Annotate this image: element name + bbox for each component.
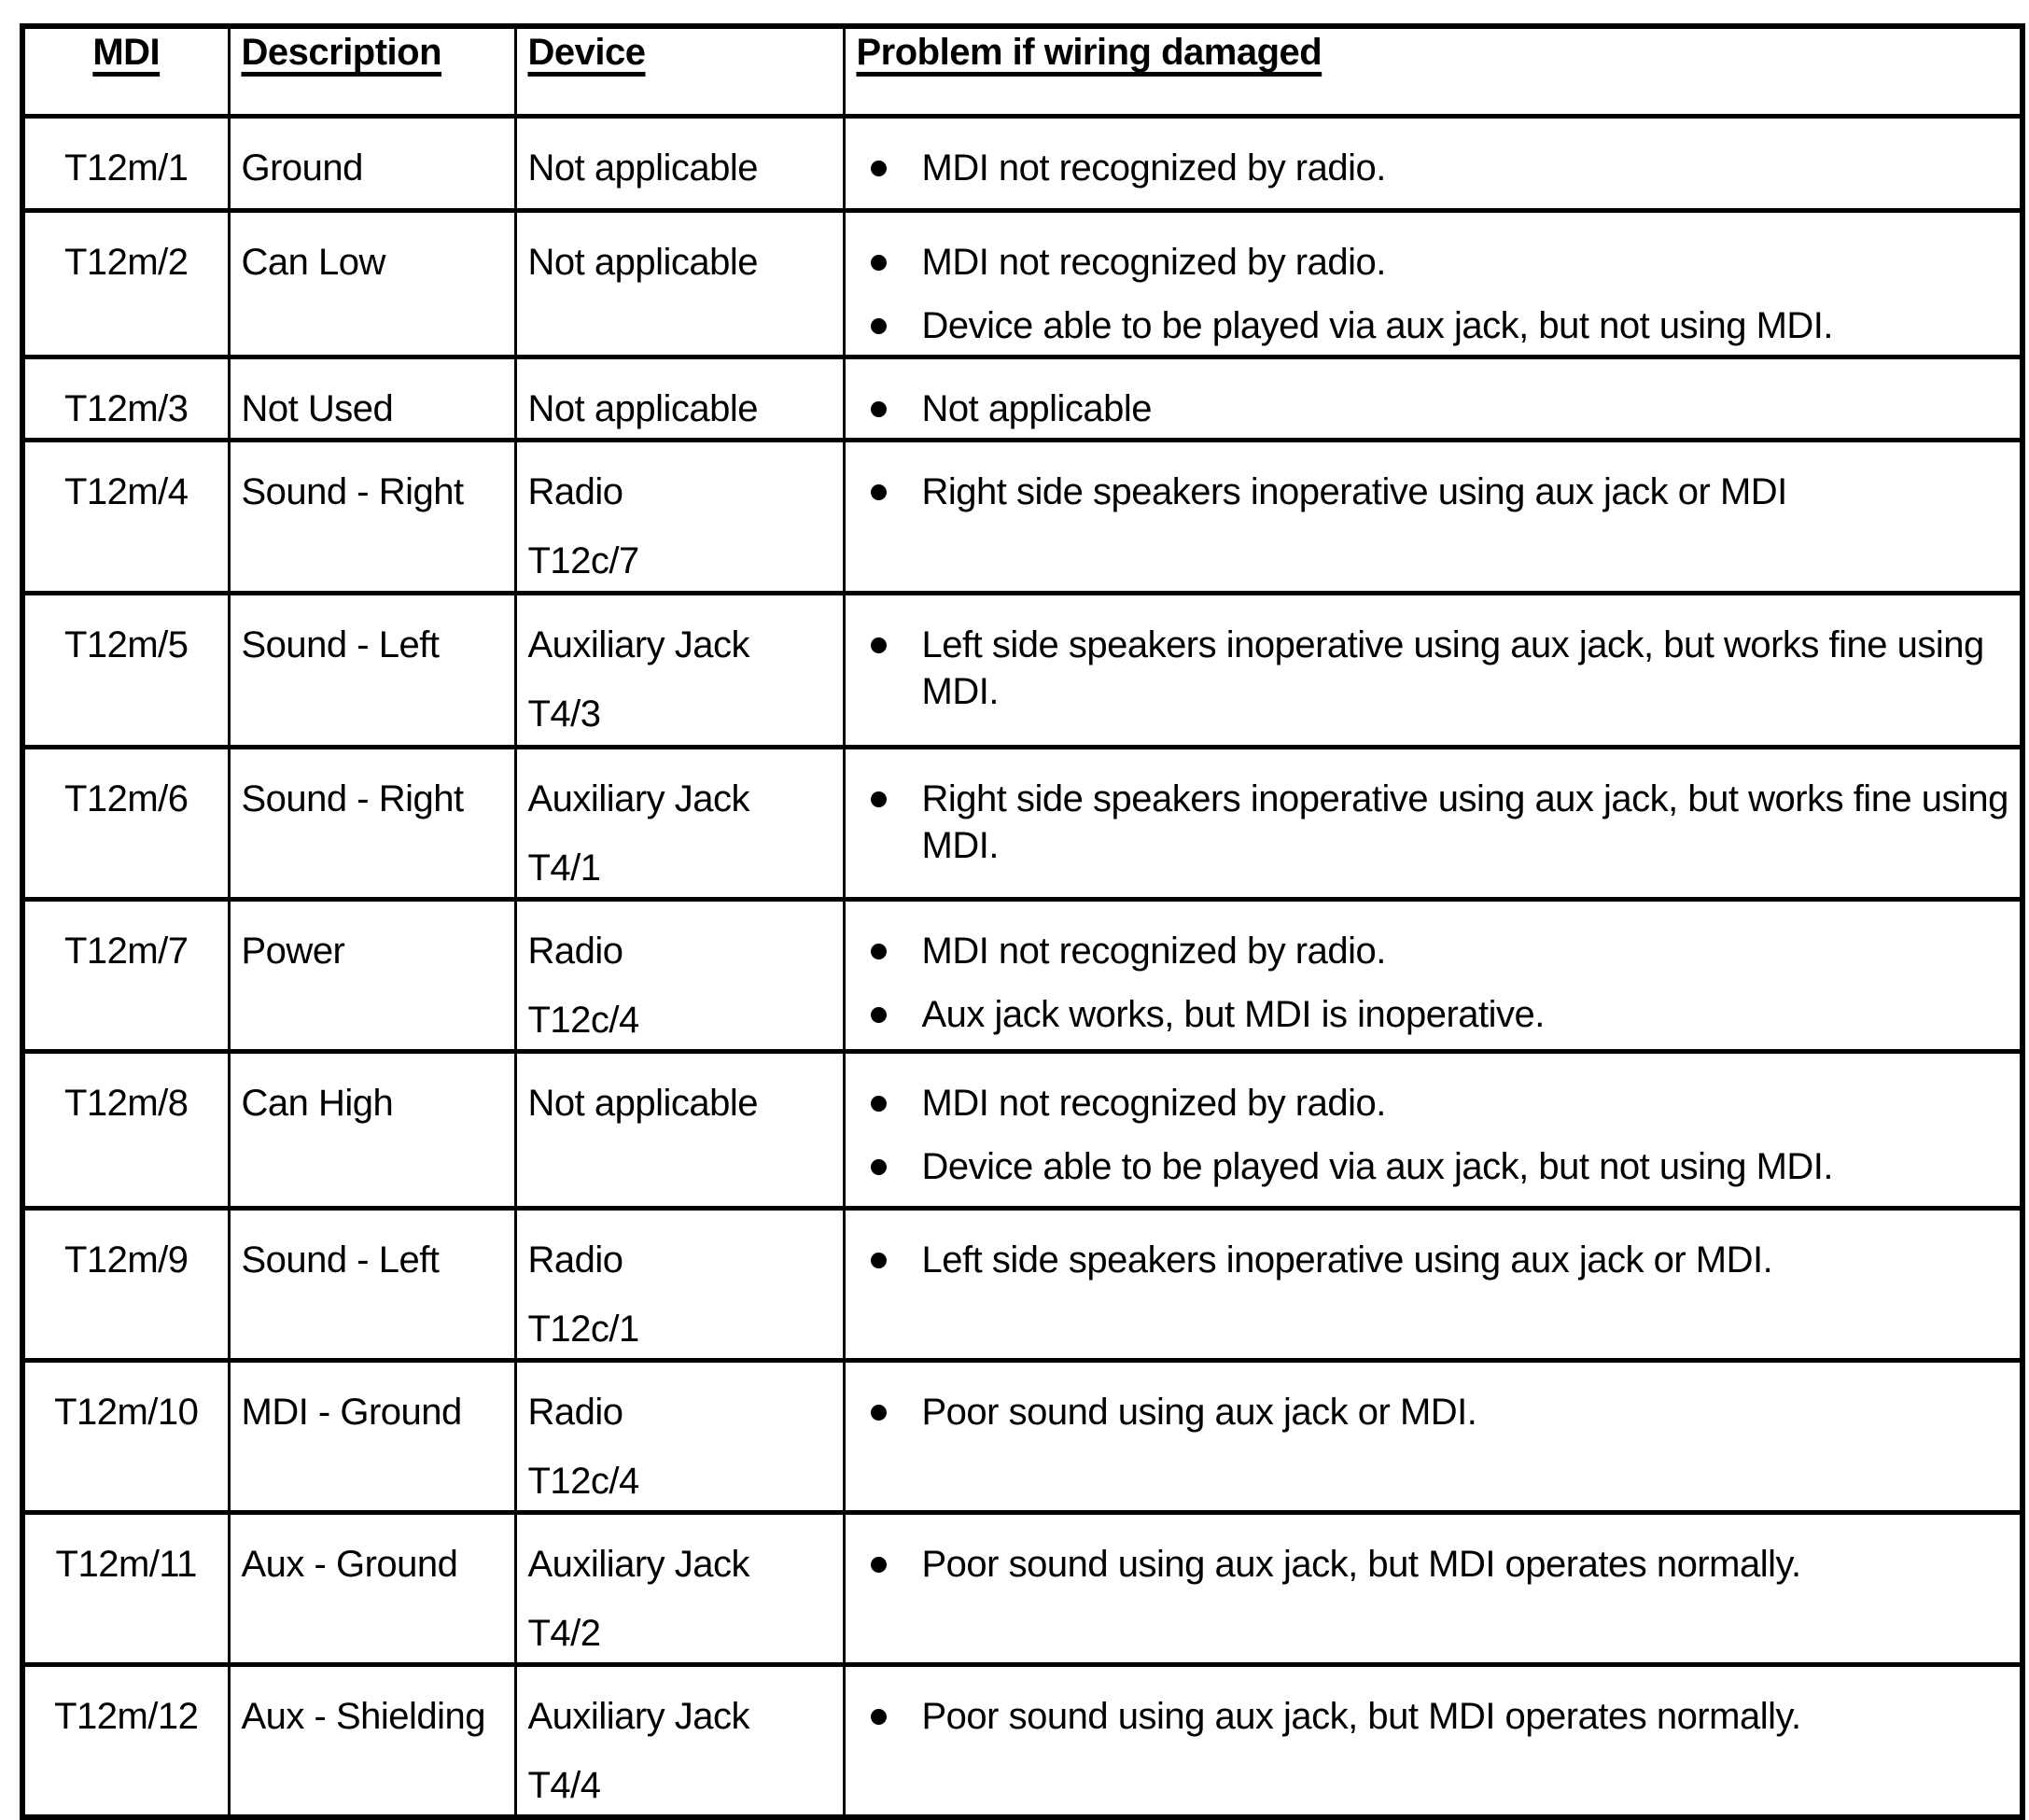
cell-description bbox=[229, 1361, 515, 1513]
device-line: T12c/4 bbox=[527, 1000, 639, 1041]
device-line: Radio bbox=[527, 1239, 623, 1281]
description-label: Can High bbox=[241, 1083, 394, 1124]
cell-problems bbox=[844, 357, 2022, 441]
problem-item bbox=[857, 622, 2013, 715]
problem-text: MDI not recognized by radio. bbox=[921, 931, 1386, 972]
description-label: Can Low bbox=[241, 242, 385, 283]
device-line: Not applicable bbox=[527, 1083, 758, 1124]
bullet-icon bbox=[871, 161, 887, 176]
device-line: Not applicable bbox=[527, 147, 758, 189]
mdi-pin-label: T12m/8 bbox=[63, 1083, 189, 1124]
bullet-icon bbox=[871, 1709, 887, 1725]
cell-problems bbox=[844, 211, 2022, 357]
problem-item bbox=[857, 1389, 2013, 1435]
problem-text: Poor sound using aux jack, but MDI operates normally. bbox=[921, 1544, 1801, 1585]
table-row bbox=[22, 1361, 2022, 1513]
bullet-icon bbox=[871, 1253, 887, 1268]
header-problem bbox=[844, 26, 2022, 117]
description-label: Not Used bbox=[241, 388, 394, 429]
cell-device bbox=[515, 357, 844, 441]
bullet-icon bbox=[871, 1159, 887, 1175]
problem-text: Not applicable bbox=[921, 388, 1152, 429]
description-label: MDI - Ground bbox=[241, 1392, 462, 1433]
problem-item bbox=[857, 991, 2013, 1038]
description-label: Sound - Left bbox=[241, 1239, 440, 1281]
mdi-pin-label: T12m/7 bbox=[63, 931, 189, 972]
cell-description bbox=[229, 900, 515, 1052]
bullet-icon bbox=[871, 255, 887, 271]
description-label: Sound - Right bbox=[241, 471, 464, 512]
table-row bbox=[22, 1209, 2022, 1361]
cell-mdi bbox=[22, 748, 229, 900]
cell-description bbox=[229, 211, 515, 357]
bullet-icon bbox=[871, 1405, 887, 1421]
cell-problems bbox=[844, 1052, 2022, 1209]
problem-text: MDI not recognized by radio. bbox=[921, 242, 1386, 283]
bullet-icon bbox=[871, 1557, 887, 1573]
problem-item bbox=[857, 1693, 2013, 1740]
header-device bbox=[515, 26, 844, 117]
problem-text: Right side speakers inoperative using aux jack, but works fine using MDI. bbox=[921, 778, 2008, 866]
header-description-label: Description bbox=[241, 32, 442, 73]
problem-text: Device able to be played via aux jack, but not using MDI. bbox=[921, 305, 1833, 346]
device-line: T12c/4 bbox=[527, 1461, 639, 1502]
description-label: Power bbox=[241, 931, 345, 972]
device-line: T4/4 bbox=[527, 1765, 601, 1806]
cell-problems bbox=[844, 441, 2022, 594]
mdi-wiring-table bbox=[20, 23, 2025, 1820]
cell-mdi bbox=[22, 117, 229, 211]
mdi-pin-label: T12m/10 bbox=[54, 1392, 199, 1433]
cell-device bbox=[515, 441, 844, 594]
cell-problems bbox=[844, 748, 2022, 900]
bullet-icon bbox=[871, 944, 887, 959]
problem-item bbox=[857, 928, 2013, 974]
problem-text: Right side speakers inoperative using aux jack or MDI bbox=[921, 471, 1787, 512]
cell-mdi bbox=[22, 1209, 229, 1361]
cell-problems bbox=[844, 1665, 2022, 1818]
cell-problems bbox=[844, 900, 2022, 1052]
device-line: Auxiliary Jack bbox=[527, 1544, 750, 1585]
cell-mdi bbox=[22, 594, 229, 748]
table-row bbox=[22, 357, 2022, 441]
cell-mdi bbox=[22, 900, 229, 1052]
cell-device bbox=[515, 594, 844, 748]
table-row bbox=[22, 900, 2022, 1052]
table-row bbox=[22, 211, 2022, 357]
problem-item bbox=[857, 385, 2013, 432]
device-line: Radio bbox=[527, 471, 623, 512]
bullet-icon bbox=[871, 318, 887, 334]
cell-description bbox=[229, 441, 515, 594]
cell-mdi bbox=[22, 441, 229, 594]
cell-description bbox=[229, 594, 515, 748]
description-label: Aux - Ground bbox=[241, 1544, 458, 1585]
bullet-icon bbox=[871, 1007, 887, 1023]
cell-device bbox=[515, 117, 844, 211]
mdi-pin-label: T12m/1 bbox=[63, 147, 189, 189]
cell-problems bbox=[844, 1209, 2022, 1361]
cell-mdi bbox=[22, 211, 229, 357]
mdi-pin-label: T12m/12 bbox=[54, 1696, 199, 1737]
device-line: Not applicable bbox=[527, 242, 758, 283]
cell-problems bbox=[844, 1361, 2022, 1513]
mdi-pin-label: T12m/2 bbox=[63, 242, 189, 283]
device-line: Auxiliary Jack bbox=[527, 1696, 750, 1737]
bullet-icon bbox=[871, 791, 887, 807]
device-line: Not applicable bbox=[527, 388, 758, 429]
table-row bbox=[22, 117, 2022, 211]
description-label: Sound - Left bbox=[241, 624, 440, 665]
problem-text: MDI not recognized by radio. bbox=[921, 147, 1386, 189]
problem-text: Device able to be played via aux jack, but not using MDI. bbox=[921, 1146, 1833, 1187]
device-line: T4/3 bbox=[527, 693, 601, 735]
cell-mdi bbox=[22, 1665, 229, 1818]
mdi-pin-label: T12m/3 bbox=[63, 388, 189, 429]
problem-item bbox=[857, 776, 2013, 869]
problem-item bbox=[857, 469, 2013, 515]
table-row bbox=[22, 594, 2022, 748]
problem-text: Poor sound using aux jack or MDI. bbox=[921, 1392, 1477, 1433]
cell-description bbox=[229, 357, 515, 441]
mdi-pin-label: T12m/4 bbox=[63, 471, 189, 512]
device-line: Radio bbox=[527, 1392, 623, 1433]
bullet-icon bbox=[871, 401, 887, 417]
cell-problems bbox=[844, 117, 2022, 211]
device-line: Auxiliary Jack bbox=[527, 778, 750, 819]
cell-device bbox=[515, 1361, 844, 1513]
problem-item bbox=[857, 1541, 2013, 1588]
header-mdi-label: MDI bbox=[92, 32, 161, 73]
header-device-label: Device bbox=[527, 32, 646, 73]
cell-description bbox=[229, 1665, 515, 1818]
cell-mdi bbox=[22, 1052, 229, 1209]
device-line: T4/1 bbox=[527, 847, 601, 889]
cell-mdi bbox=[22, 357, 229, 441]
cell-description bbox=[229, 117, 515, 211]
cell-device bbox=[515, 211, 844, 357]
problem-item bbox=[857, 1080, 2013, 1127]
problem-item bbox=[857, 1143, 2013, 1190]
problem-item bbox=[857, 145, 2013, 191]
device-line: T12c/7 bbox=[527, 540, 639, 581]
header-row bbox=[22, 26, 2022, 117]
description-label: Sound - Right bbox=[241, 778, 464, 819]
device-line: Radio bbox=[527, 931, 623, 972]
cell-mdi bbox=[22, 1361, 229, 1513]
mdi-pin-label: T12m/9 bbox=[63, 1239, 189, 1281]
table-row bbox=[22, 1665, 2022, 1818]
problem-text: MDI not recognized by radio. bbox=[921, 1083, 1386, 1124]
cell-device bbox=[515, 1513, 844, 1665]
cell-description bbox=[229, 1513, 515, 1665]
cell-description bbox=[229, 1209, 515, 1361]
cell-device bbox=[515, 900, 844, 1052]
problem-item bbox=[857, 302, 2013, 349]
description-label: Aux - Shielding bbox=[241, 1696, 486, 1737]
table-row bbox=[22, 441, 2022, 594]
problem-text: Left side speakers inoperative using aux jack or MDI. bbox=[921, 1239, 1773, 1281]
bullet-icon bbox=[871, 1096, 887, 1112]
cell-problems bbox=[844, 1513, 2022, 1665]
problem-item bbox=[857, 239, 2013, 286]
problem-item bbox=[857, 1237, 2013, 1283]
bullet-icon bbox=[871, 484, 887, 500]
table-row bbox=[22, 1052, 2022, 1209]
header-problem-label: Problem if wiring damaged bbox=[856, 32, 1322, 73]
cell-device bbox=[515, 1665, 844, 1818]
problem-text: Poor sound using aux jack, but MDI operates normally. bbox=[921, 1696, 1801, 1737]
bullet-icon bbox=[871, 637, 887, 653]
header-mdi bbox=[22, 26, 229, 117]
cell-device bbox=[515, 1209, 844, 1361]
cell-description bbox=[229, 1052, 515, 1209]
header-description bbox=[229, 26, 515, 117]
cell-description bbox=[229, 748, 515, 900]
cell-problems bbox=[844, 594, 2022, 748]
device-line: Auxiliary Jack bbox=[527, 624, 750, 665]
description-label: Ground bbox=[241, 147, 363, 189]
device-line: T12c/1 bbox=[527, 1309, 639, 1350]
mdi-pin-label: T12m/6 bbox=[63, 778, 189, 819]
problem-text: Aux jack works, but MDI is inoperative. bbox=[921, 994, 1545, 1035]
problem-text: Left side speakers inoperative using aux jack, but works fine using MDI. bbox=[921, 624, 1984, 712]
cell-device bbox=[515, 748, 844, 900]
table-row bbox=[22, 748, 2022, 900]
table-row bbox=[22, 1513, 2022, 1665]
cell-device bbox=[515, 1052, 844, 1209]
mdi-pin-label: T12m/5 bbox=[63, 624, 189, 665]
device-line: T4/2 bbox=[527, 1613, 601, 1654]
mdi-pin-label: T12m/11 bbox=[55, 1544, 197, 1585]
cell-mdi bbox=[22, 1513, 229, 1665]
